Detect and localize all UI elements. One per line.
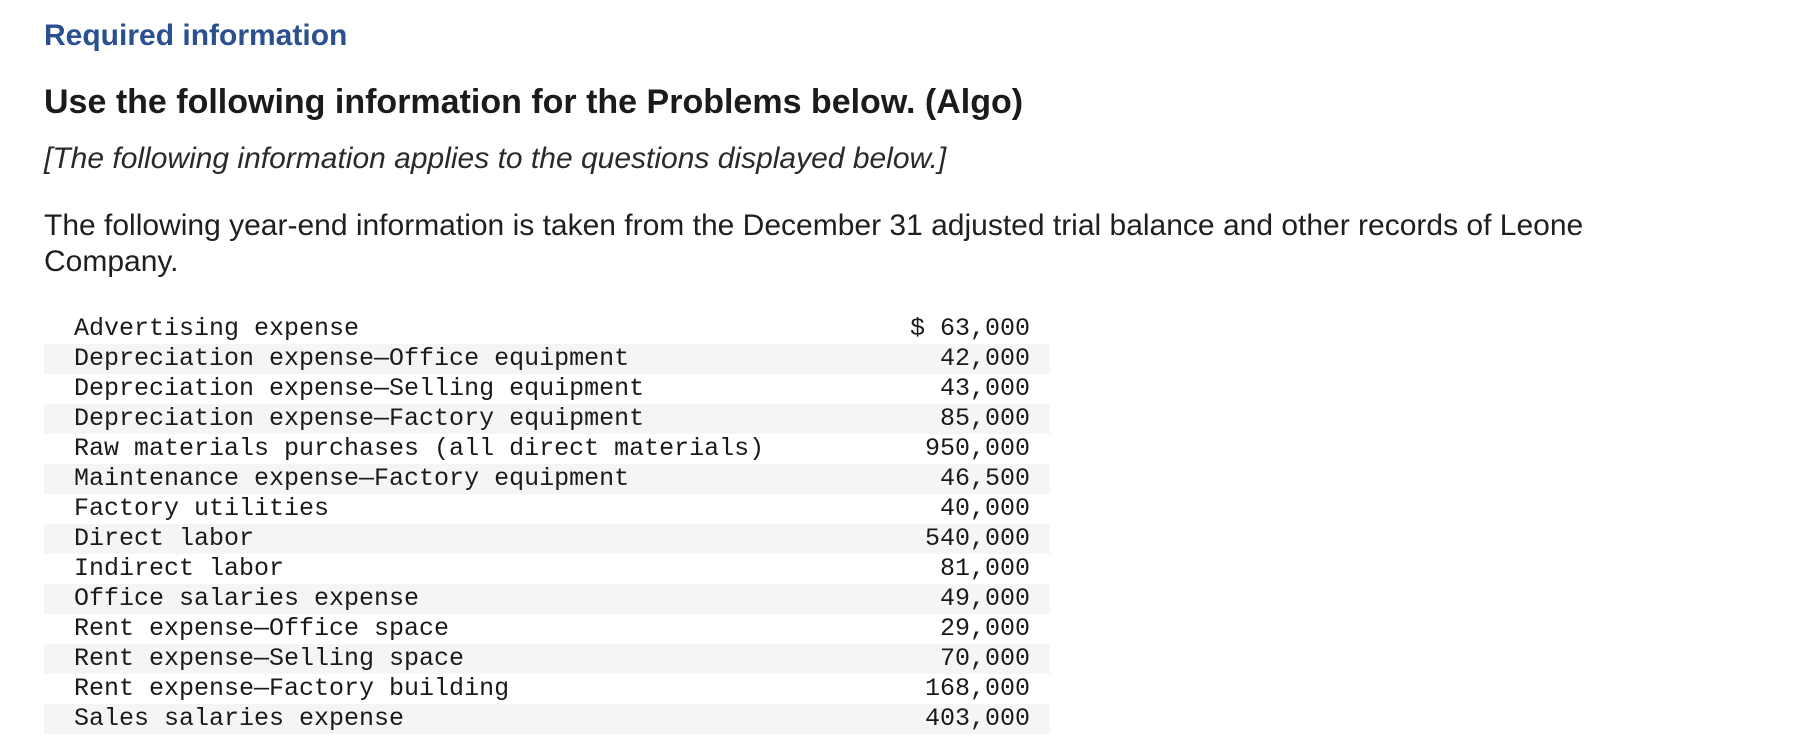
table-row [44, 524, 1050, 554]
row-amount: $ 63,000 [909, 314, 1030, 343]
row-label: Raw materials purchases (all direct materials) [74, 434, 765, 463]
table-row [44, 644, 1050, 674]
row-amount: 81,000 [939, 554, 1030, 583]
table-row [44, 704, 1050, 734]
table-row [44, 434, 1050, 464]
row-amount: 70,000 [939, 644, 1030, 673]
row-amount: 40,000 [939, 494, 1030, 523]
table-row [44, 314, 1050, 344]
table-row [44, 614, 1050, 644]
row-label: Indirect labor [74, 554, 285, 583]
required-information-heading: Required information [44, 19, 348, 52]
row-amount: 950,000 [924, 434, 1030, 463]
row-amount: 85,000 [939, 404, 1030, 433]
subtitle-note: [The following information applies to the questions displayed below.] [44, 142, 947, 175]
row-label: Sales salaries expense [74, 704, 405, 733]
page-title: Use the following information for the Problems below. (Algo) [44, 83, 1024, 121]
row-label: Depreciation expense—Factory equipment [74, 404, 645, 433]
row-label: Direct labor [74, 524, 255, 553]
row-label: Rent expense—Factory building [74, 674, 510, 703]
problem-container [44, 14, 1758, 734]
table-row [44, 674, 1050, 704]
row-amount: 403,000 [924, 704, 1030, 733]
row-label: Depreciation expense—Office equipment [74, 344, 630, 373]
table-row [44, 374, 1050, 404]
row-label: Office salaries expense [74, 584, 420, 613]
table-row [44, 584, 1050, 614]
row-label: Rent expense—Office space [74, 614, 450, 643]
row-label: Advertising expense [74, 314, 360, 343]
table-row [44, 404, 1050, 434]
row-amount: 42,000 [939, 344, 1030, 373]
row-amount: 540,000 [924, 524, 1030, 553]
row-amount: 29,000 [939, 614, 1030, 643]
row-amount: 168,000 [924, 674, 1030, 703]
row-amount: 43,000 [939, 374, 1030, 403]
row-amount: 46,500 [939, 464, 1030, 493]
table-row [44, 554, 1050, 584]
row-label: Rent expense—Selling space [74, 644, 465, 673]
table-row [44, 464, 1050, 494]
row-label: Maintenance expense—Factory equipment [74, 464, 630, 493]
row-label: Depreciation expense—Selling equipment [74, 374, 645, 403]
table-row [44, 494, 1050, 524]
row-amount: 49,000 [939, 584, 1030, 613]
trial-balance-table [44, 314, 1050, 734]
intro-paragraph: The following year-end information is taken from the December 31 adjusted trial balance and other records of Leone Company. [44, 209, 1584, 278]
row-label: Factory utilities [74, 494, 330, 523]
table-row [44, 344, 1050, 374]
